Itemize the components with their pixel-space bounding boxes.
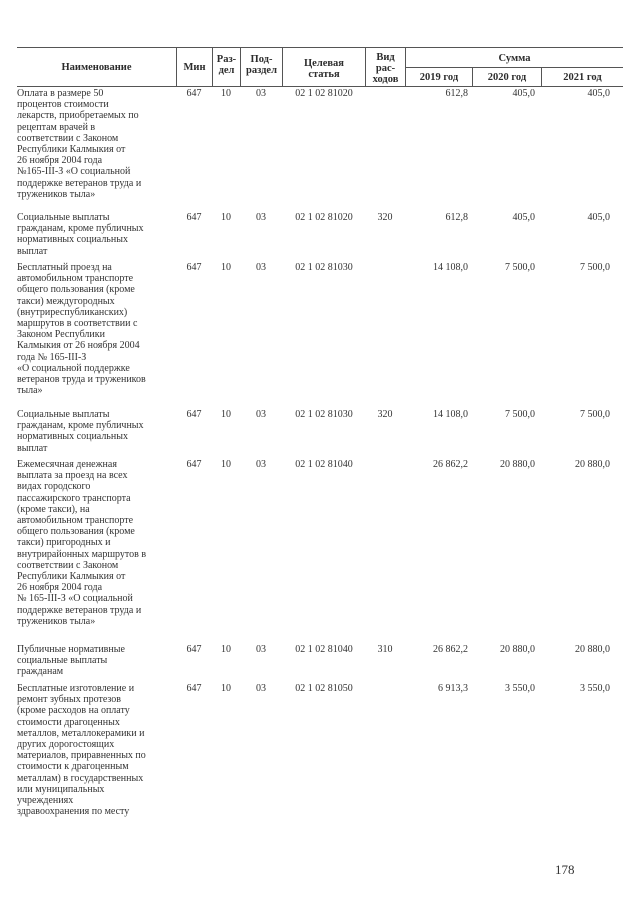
row-2020: 7 500,0: [505, 409, 535, 420]
row-vid: 320: [377, 212, 393, 223]
row-min: 647: [186, 88, 202, 99]
row-vid: 320: [377, 409, 393, 420]
row-celevaya: 02 1 02 81040: [295, 644, 353, 655]
row-2019: 612,8: [445, 88, 468, 99]
row-2021: 7 500,0: [580, 409, 610, 420]
row-celevaya: 02 1 02 81040: [295, 459, 353, 470]
row-name: Социальные выплаты гражданам, кроме публичных нормативных социальных выплат: [17, 409, 144, 454]
row-razdel: 10: [221, 644, 231, 655]
row-razdel: 10: [221, 212, 231, 223]
header-podrazdel: Под- раздел: [246, 54, 277, 76]
row-name: Социальные выплаты гражданам, кроме публичных нормативных социальных выплат: [17, 212, 144, 257]
row-2019: 14 108,0: [433, 262, 468, 273]
row-podrazdel: 03: [256, 459, 266, 470]
row-2021: 3 550,0: [580, 683, 610, 694]
row-name: Бесплатные изготовление и ремонт зубных протезов (кроме расходов на оплату стоимости драгоценных металлов, металлокерамики и других дорогостоящих материалов, приравненных по стоимости к драгоценным металлам) в государственных или муниципальных учреждениях здравоохранения по месту: [17, 683, 146, 818]
page-number: 178: [555, 862, 575, 877]
header-name: Наименование: [61, 62, 132, 73]
row-podrazdel: 03: [256, 212, 266, 223]
row-podrazdel: 03: [256, 88, 266, 99]
row-name: Оплата в размере 50 процентов стоимости лекарств, приобретаемых по рецептам врачей в соответствии с Законом Республики Калмыкия от 26 ноября 2004 года №165-III-З «О социальной поддержке ветеранов труда и тружеников тыла»: [17, 88, 142, 200]
row-2020: 405,0: [512, 88, 535, 99]
row-2020: 20 880,0: [500, 644, 535, 655]
row-2021: 7 500,0: [580, 262, 610, 273]
row-name: Ежемесячная денежная выплата за проезд на всех видах городского пассажирского транспорта (кроме такси), на автомобильном транспорте общего пользования (кроме такси) пригородных и внутрирайонных маршрутов в соответствии с Законом Республики Калмыкия от 26 ноября 2004 года № 165-III-З «О социальной поддержке ветеранов труда и тружеников тыла»: [17, 459, 147, 627]
header-vid-raskhodov: Вид рас- ходов: [372, 52, 399, 85]
row-podrazdel: 03: [256, 262, 266, 273]
header-razdel: Раз- дел: [216, 54, 237, 76]
row-min: 647: [186, 644, 202, 655]
row-2019: 612,8: [445, 212, 468, 223]
row-celevaya: 02 1 02 81050: [295, 683, 353, 694]
row-celevaya: 02 1 02 81030: [295, 262, 353, 273]
row-vid: 310: [377, 644, 393, 655]
row-2020: 7 500,0: [505, 262, 535, 273]
row-razdel: 10: [221, 459, 231, 470]
row-2020: 3 550,0: [505, 683, 535, 694]
header-celevaya-statya: Целевая статья: [304, 58, 344, 80]
row-2020: 20 880,0: [500, 459, 535, 470]
row-min: 647: [186, 683, 202, 694]
row-celevaya: 02 1 02 81030: [295, 409, 353, 420]
row-min: 647: [186, 212, 202, 223]
row-razdel: 10: [221, 683, 231, 694]
row-celevaya: 02 1 02 81020: [295, 212, 353, 223]
row-2019: 6 913,3: [438, 683, 468, 694]
row-2019: 26 862,2: [433, 644, 468, 655]
row-podrazdel: 03: [256, 683, 266, 694]
header-min: Мин: [183, 62, 206, 73]
header-summa: Сумма: [498, 53, 531, 64]
row-podrazdel: 03: [256, 644, 266, 655]
row-min: 647: [186, 262, 202, 273]
row-name: Бесплатный проезд на автомобильном транспорте общего пользования (кроме такси) междугородных (внутриреспубликанских) маршрутов в соответствии с Законом Республики Калмыкия от 26 ноября 2004 года № 165-III-З «О социальной поддержке ветеранов труда и тружеников тыла»: [17, 262, 146, 397]
row-2021: 20 880,0: [575, 459, 610, 470]
row-name: Публичные нормативные социальные выплаты гражданам: [17, 644, 125, 678]
row-razdel: 10: [221, 88, 231, 99]
header-bottom-rule: [17, 86, 623, 87]
row-celevaya: 02 1 02 81020: [295, 88, 353, 99]
table-header: [0, 0, 640, 100]
summa-divider: [405, 67, 623, 68]
row-2021: 405,0: [587, 212, 610, 223]
row-2020: 405,0: [512, 212, 535, 223]
row-2021: 405,0: [587, 88, 610, 99]
row-razdel: 10: [221, 262, 231, 273]
header-2020: 2020 год: [487, 72, 527, 83]
row-min: 647: [186, 459, 202, 470]
row-2021: 20 880,0: [575, 644, 610, 655]
header-2019: 2019 год: [419, 72, 459, 83]
row-2019: 14 108,0: [433, 409, 468, 420]
header-top-rule: [17, 47, 623, 48]
row-2019: 26 862,2: [433, 459, 468, 470]
header-2021: 2021 год: [563, 72, 602, 83]
row-min: 647: [186, 409, 202, 420]
row-podrazdel: 03: [256, 409, 266, 420]
row-razdel: 10: [221, 409, 231, 420]
